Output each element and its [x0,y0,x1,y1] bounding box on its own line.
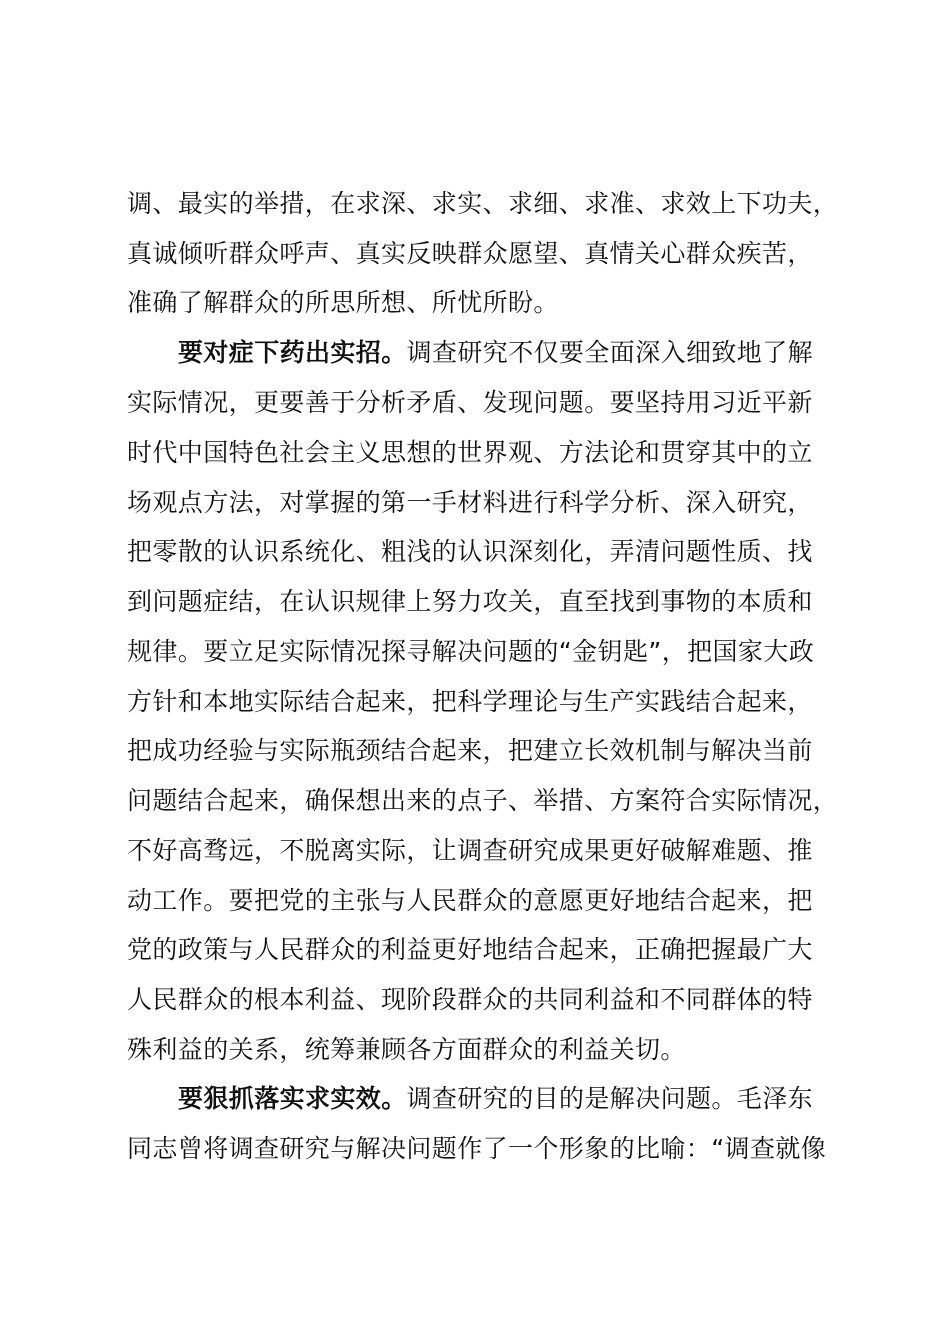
paragraph-2-line-11: 不好高骛远，不脱离实际，让调查研究成果更好破解难题、推 [127,836,813,865]
paragraph-2-line-10: 问题结合起来，确保想出来的点子、举措、方案符合实际情况， [127,786,839,815]
paragraph-2-line-1-text: 调查研究不仅要全面深入细致地了解 [406,338,814,367]
paragraph-2-line-4: 场观点方法，对掌握的第一手材料进行科学分析、深入研究， [127,488,813,517]
paragraph-2-line-5: 把零散的认识系统化、粗浅的认识深刻化，弄清问题性质、找 [127,537,813,566]
paragraph-2-line-15: 殊利益的关系，统筹兼顾各方面群众的利益关切。 [127,1035,686,1064]
paragraph-2-line-7: 规律。要立足实际情况探寻解决问题的“金钥匙”，把国家大政 [127,637,815,666]
paragraph-2-line-13: 党的政策与人民群众的利益更好地结合起来，正确把握最广大 [127,935,813,964]
paragraph-2-line-2: 实际情况，更要善于分析矛盾、发现问题。要坚持用习近平新 [127,388,813,417]
paragraph-1-line-3: 准确了解群众的所思所想、所忧所盼。 [127,288,559,317]
paragraph-2-line-3: 时代中国特色社会主义思想的世界观、方法论和贯穿其中的立 [127,438,813,467]
paragraph-3-line-2: 同志曾将调查研究与解决问题作了一个形象的比喻：“调查就像 [127,1134,827,1163]
paragraph-3-line-1 [178,1077,868,1121]
paragraph-3-line-1-text: 调查研究的目的是解决问题。毛泽东 [406,1084,814,1113]
paragraph-1-line-2: 真诚倾听群众呼声、真实反映群众愿望、真情关心群众疾苦， [127,239,813,268]
paragraph-2-line-8: 方针和本地实际结合起来，把科学理论与生产实践结合起来， [127,687,813,716]
paragraph-2-line-9: 把成功经验与实际瓶颈结合起来，把建立长效机制与解决当前 [127,736,813,765]
paragraph-2-heading: 要对症下药出实招。 [178,338,407,367]
paragraph-2-line-12: 动工作。要把党的主张与人民群众的意愿更好地结合起来，把 [127,886,813,915]
paragraph-1-line-1: 调、最实的举措，在求深、求实、求细、求准、求效上下功夫， [127,189,839,218]
paragraph-2-line-14: 人民群众的根本利益、现阶段群众的共同利益和不同群体的特 [127,985,813,1014]
paragraph-2-line-6: 到问题症结，在认识规律上努力攻关，直至找到事物的本质和 [127,587,813,616]
paragraph-3-heading: 要狠抓落实求实效。 [178,1084,407,1113]
paragraph-2-line-1 [178,331,868,375]
